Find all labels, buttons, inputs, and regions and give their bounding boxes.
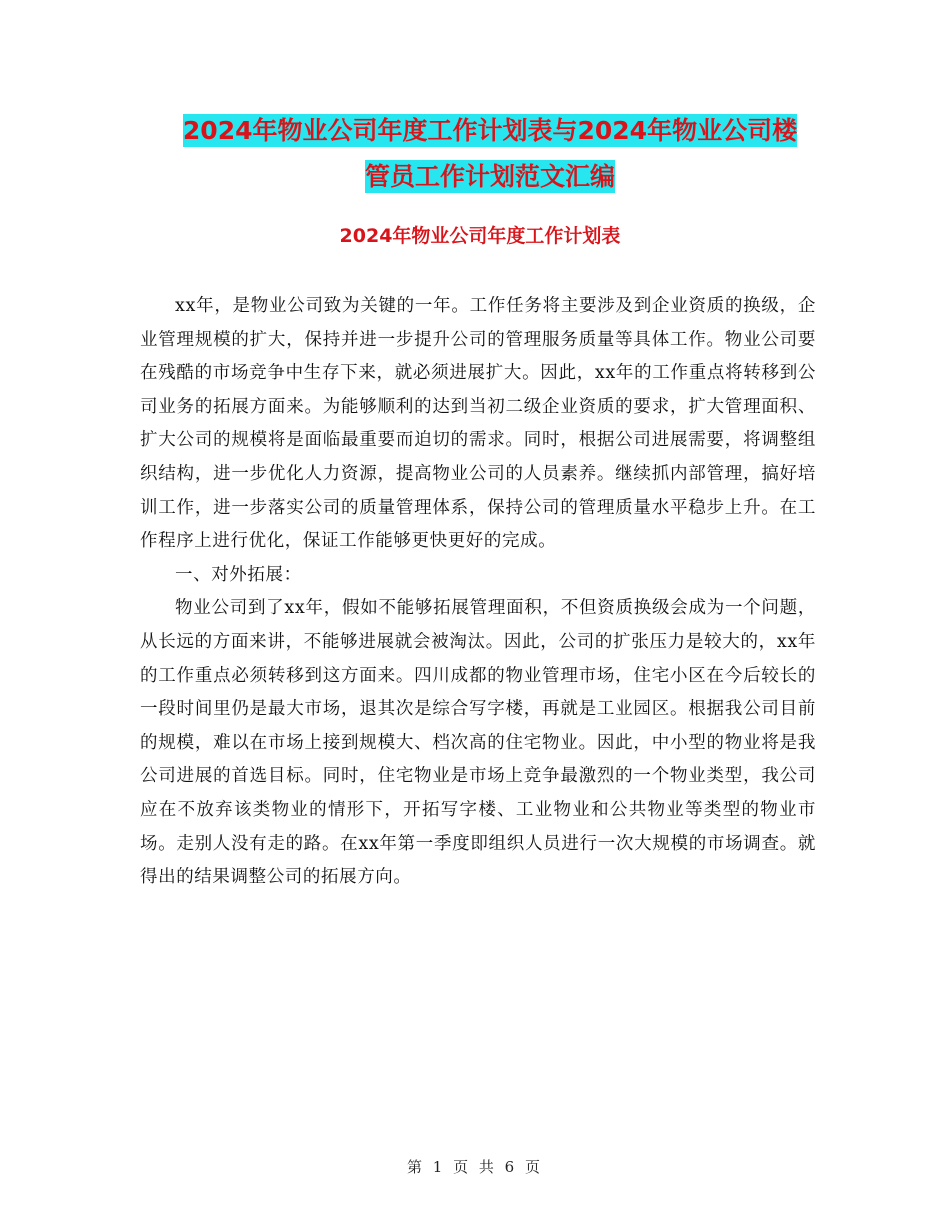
- body-paragraph-intro: xx年，是物业公司致为关键的一年。工作任务将主要涉及到企业资质的换级，企业管理规模的扩大，保持并进一步提升公司的管理服务质量等具体工作。物业公司要在残酷的市场竞争中生存下来，就必须进展扩大。因此，xx年的工作重点将转移到公司业务的拓展方面来。为能够顺利的达到当初二级企业资质的要求，扩大管理面积、扩大公司的规模将是面临最重要而迫切的需求。同时，根据公司进展需要，将调整组织结构，进一步优化人力资源，提高物业公司的人员素养。继续抓内部管理，搞好培训工作，进一步落实公司的质量管理体系，保持公司的管理质量水平稳步上升。在工作程序上进行优化，保证工作能够更快更好的完成。: [140, 296, 816, 552]
- body-paragraph-expansion: 物业公司到了xx年，假如不能够拓展管理面积，不但资质换级会成为一个问题，从长远的方面来讲，不能够进展就会被淘汰。因此，公司的扩张压力是较大的，xx年的工作重点必须转移到这方面来。四川成都的物业管理市场，住宅小区在今后较长的一段时间里仍是最大市场，退其次是综合写字楼，再就是工业园区。根据我公司目前的规模，难以在市场上接到规模大、档次高的住宅物业。因此，中小型的物业将是我公司进展的首选目标。同时，住宅物业是市场上竞争最激烈的一个物业类型，我公司应在不放弃该类物业的情形下，开拓写字楼、工业物业和公共物业等类型的物业市场。走别人没有走的路。在xx年第一季度即组织人员进行一次大规模的市场调查。就得出的结果调整公司的拓展方向。: [140, 598, 816, 888]
- document-body: [140, 290, 816, 895]
- body-heading-external-expansion: 一、对外拓展：: [175, 564, 302, 585]
- document-title: [140, 108, 840, 200]
- page-number-footer: 第 1 页 共 6 页: [407, 1158, 543, 1176]
- document-title-line-1: 2024年物业公司年度工作计划表与2024年物业公司楼: [182, 116, 798, 145]
- section-title: 2024年物业公司年度工作计划表: [339, 225, 621, 247]
- document-title-line-2: 管员工作计划范文汇编: [364, 162, 615, 191]
